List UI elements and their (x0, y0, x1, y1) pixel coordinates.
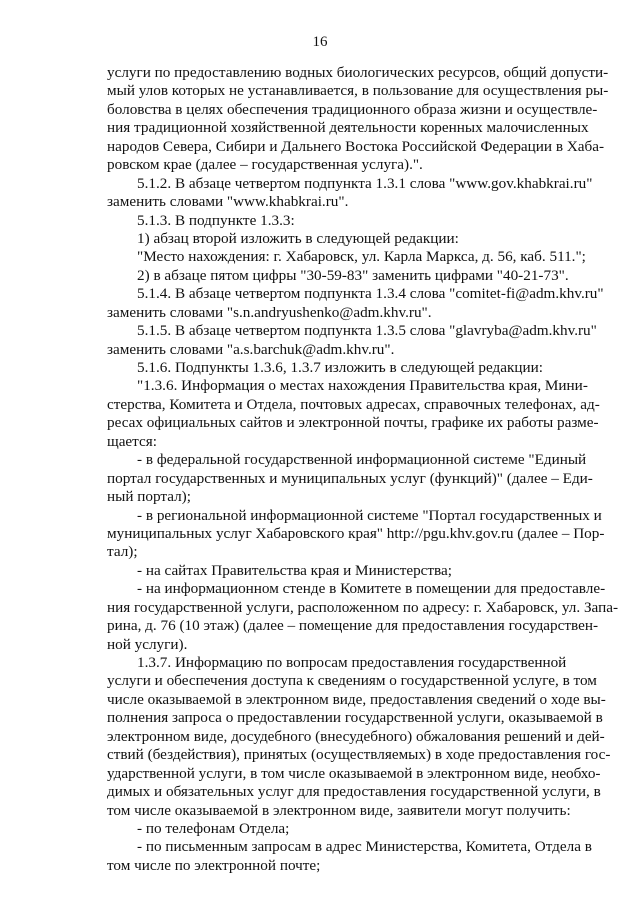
page-number: 16 (312, 34, 328, 50)
text-line: ния традиционной хозяйственной деятельности коренных малочисленных (107, 119, 589, 137)
text-line: щается: (107, 432, 157, 450)
text-line: том числе по электронной почте; (107, 856, 321, 874)
text-line: стерства, Комитета и Отдела, почтовых адресах, справочных телефонах, ад- (107, 395, 600, 413)
text-line: заменить словами "www.khabkrai.ru". (107, 193, 349, 211)
text-line: - по телефонам Отдела; (137, 819, 290, 837)
text-line: 1.3.7. Информацию по вопросам предоставления государственной (137, 654, 567, 671)
text-line: ударственной услуги, в том числе оказываемой в электронном виде, необхо- (107, 764, 601, 782)
text-line: 5.1.4. В абзаце четвертом подпункта 1.3.4 слова "comitet-fi@adm.khv.ru" (137, 285, 604, 303)
text-line: том числе оказываемой в электронном виде, заявители могут получить: (107, 801, 571, 819)
text-line: - на сайтах Правительства края и Министерства; (137, 561, 452, 579)
text-line: числе оказываемой в электронном виде, предоставления сведений о ходе вы- (107, 690, 606, 708)
text-line: димых и обязательных услуг для предоставления государственной услуги, в (107, 783, 601, 801)
text-line: полнения запроса о предоставлении государственной услуги, оказываемой в (107, 709, 603, 727)
text-line: 1) абзац второй изложить в следующей редакции: (137, 229, 459, 247)
text-line: 5.1.5. В абзаце четвертом подпункта 1.3.5 слова "glavryba@adm.khv.ru" (137, 322, 597, 340)
text-line: 5.1.6. Подпункты 1.3.6, 1.3.7 изложить в следующей редакции: (137, 359, 543, 376)
text-line: народов Севера, Сибири и Дальнего Востока Российской Федерации в Хаба- (107, 137, 605, 155)
text-line: тал); (107, 543, 138, 561)
text-line: ресах официальных сайтов и электронной почты, графике их работы разме- (107, 414, 599, 432)
text-line: портал государственных и муниципальных услуг (функций)" (далее – Еди- (107, 469, 593, 487)
text-line: ния государственной услуги, расположенном по адресу: г. Хабаровск, ул. Запа- (107, 598, 619, 616)
text-line: ствий (бездействия), принятых (осуществляемых) в ходе предоставления гос- (107, 746, 611, 764)
text-line: "Место нахождения: г. Хабаровск, ул. Карла Маркса, д. 56, каб. 511."; (137, 248, 586, 266)
text-line: - на информационном стенде в Комитете в помещении для предоставле- (137, 580, 606, 598)
text-line: ной услуги). (107, 635, 188, 653)
text-line: "1.3.6. Информация о местах нахождения Правительства края, Мини- (137, 377, 588, 395)
text-line: ный портал); (107, 488, 191, 506)
text-line: мый улов которых не устанавливается, в пользование для осуществления ры- (107, 82, 609, 100)
text-line: боловства в целях обеспечения традиционного образа жизни и осуществле- (107, 100, 598, 118)
text-line: заменить словами "a.s.barchuk@adm.khv.ru". (107, 340, 395, 358)
text-line: муниципальных услуг Хабаровского края" http://pgu.khv.gov.ru (далее – Пор- (107, 524, 605, 542)
text-line: услуги и обеспечения доступа к сведениям о государственной услуге, в том (107, 672, 597, 690)
text-line: электронном виде, досудебного (внесудебного) обжалования решений и дей- (107, 727, 605, 745)
text-line: - в федеральной государственной информационной системе "Единый (137, 451, 587, 469)
text-line: 5.1.2. В абзаце четвертом подпункта 1.3.1 слова "www.gov.khabkrai.ru" (137, 174, 593, 192)
text-line: заменить словами "s.n.andryushenko@adm.khv.ru". (107, 303, 432, 321)
text-line: - по письменным запросам в адрес Министерства, Комитета, Отдела в (137, 838, 592, 856)
text-line: услуги по предоставлению водных биологических ресурсов, общий допусти- (107, 64, 609, 81)
text-line: ровском крае (далее – государственная услуга).". (107, 156, 423, 174)
text-line: рина, д. 76 (10 этаж) (далее – помещение для предоставления государствен- (107, 617, 599, 635)
text-line: - в региональной информационной системе "Портал государственных и (137, 506, 602, 524)
text-line: 2) в абзаце пятом цифры "30-59-83" заменить цифрами "40-21-73". (137, 266, 569, 284)
text-line: 5.1.3. В подпункте 1.3.3: (137, 211, 295, 229)
document-body (107, 64, 619, 875)
